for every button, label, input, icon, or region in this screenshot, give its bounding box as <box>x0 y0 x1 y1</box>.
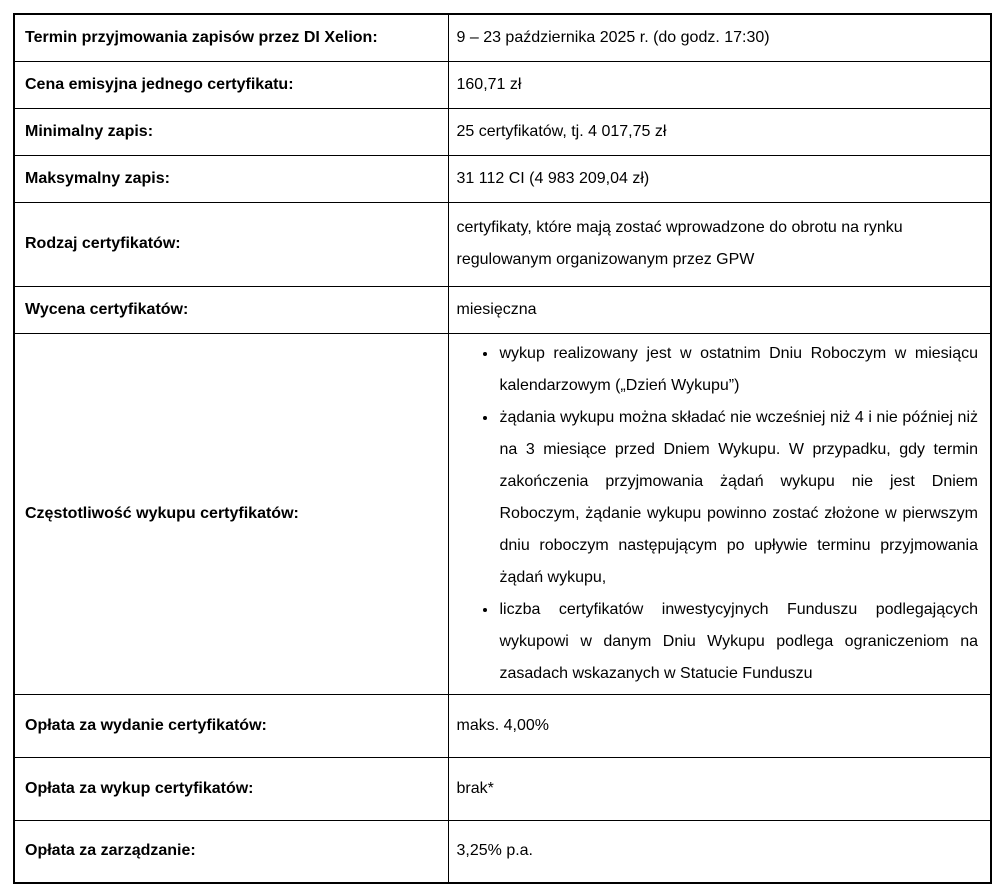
row-value-oplata-wydanie: maks. 4,00% <box>448 694 991 757</box>
row-value-maksymalny-zapis: 31 112 CI (4 983 209,04 zł) <box>448 155 991 202</box>
table-row-oplata-zarzadzanie <box>14 820 991 883</box>
row-value-wycena-certyfikatow: miesięczna <box>448 286 991 333</box>
row-label-termin-zapisow: Termin przyjmowania zapisów przez DI Xelion: <box>14 14 448 61</box>
row-value-termin-zapisow: 9 – 23 października 2025 r. (do godz. 17:30) <box>448 14 991 61</box>
bullet-item-dzien-wykupu: • wykup realizowany jest w ostatnim Dniu Roboczym w miesiącu kalendarzowym („Dzień Wykupu”) <box>498 338 979 402</box>
table-row-maksymalny-zapis <box>14 155 991 202</box>
row-label-wycena-certyfikatow: Wycena certyfikatów: <box>14 286 448 333</box>
row-value-cena-emisyjna: 160,71 zł <box>448 61 991 108</box>
table-row-cena-emisyjna <box>14 61 991 108</box>
row-value-rodzaj-certyfikatow: certyfikaty, które mają zostać wprowadzone do obrotu na rynku regulowanym organizowanym przez GPW <box>448 202 991 286</box>
table-row-termin-zapisow <box>14 14 991 61</box>
row-label-maksymalny-zapis: Maksymalny zapis: <box>14 155 448 202</box>
table-row-oplata-wydanie <box>14 694 991 757</box>
table-row-oplata-wykup <box>14 757 991 820</box>
row-label-rodzaj-certyfikatow: Rodzaj certyfikatów: <box>14 202 448 286</box>
table-row-minimalny-zapis <box>14 108 991 155</box>
row-value-oplata-zarzadzanie: 3,25% p.a. <box>448 820 991 883</box>
row-value-czestotliwosc-wykupu <box>448 333 991 694</box>
table-row-wycena-certyfikatow <box>14 286 991 333</box>
row-label-czestotliwosc-wykupu: Częstotliwość wykupu certyfikatów: <box>14 333 448 694</box>
wykup-bullet-list <box>457 338 979 690</box>
table-row-czestotliwosc-wykupu <box>14 333 991 694</box>
row-label-oplata-wykup: Opłata za wykup certyfikatów: <box>14 757 448 820</box>
row-value-minimalny-zapis: 25 certyfikatów, tj. 4 017,75 zł <box>448 108 991 155</box>
table-row-rodzaj-certyfikatow <box>14 202 991 286</box>
row-label-cena-emisyjna: Cena emisyjna jednego certyfikatu: <box>14 61 448 108</box>
bullet-item-liczba-certyfikatow: • liczba certyfikatów inwestycyjnych Funduszu podlegających wykupowi w danym Dniu Wykupu podlega ograniczeniom na zasadach wskazanych w Statucie Funduszu <box>498 594 979 690</box>
offer-details-table <box>13 13 992 884</box>
row-label-minimalny-zapis: Minimalny zapis: <box>14 108 448 155</box>
bullet-item-zadania-wykupu: • żądania wykupu można składać nie wcześniej niż 4 i nie później niż na 3 miesiące przed Dniem Wykupu. W przypadku, gdy termin zakończenia przyjmowania żądań wykupu nie jest Dniem Roboczym, żądanie wykupu powinno zostać złożone w pierwszym dniu roboczym następującym po upływie terminu przyjmowania żądań wykupu, <box>498 402 979 594</box>
row-label-oplata-wydanie: Opłata za wydanie certyfikatów: <box>14 694 448 757</box>
row-value-oplata-wykup: brak* <box>448 757 991 820</box>
row-label-oplata-zarzadzanie: Opłata za zarządzanie: <box>14 820 448 883</box>
